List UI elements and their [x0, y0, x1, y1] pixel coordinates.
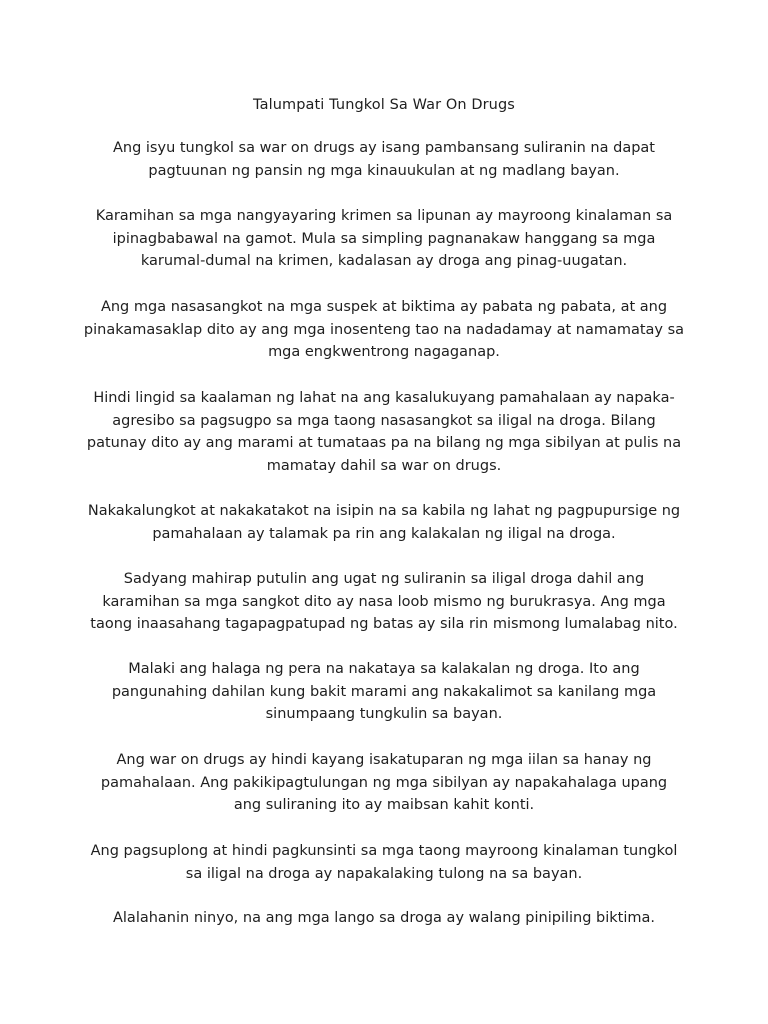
paragraph-line: taong inaasahang tagapagpatupad ng batas ay sila rin mismong lumalabag nito.: [90, 616, 678, 633]
paragraph-10: [0, 907, 768, 930]
paragraph-line: pagtuunan ng pansin ng mga kinauukulan at ng madlang bayan.: [148, 162, 620, 179]
paragraph-line: Ang isyu tungkol sa war on drugs ay isang pambansang suliranin na dapat: [112, 140, 655, 156]
paragraph-line: pinakamasaklap dito ay ang mga inosenteng tao na nadadamay at namamatay sa: [83, 321, 685, 338]
paragraph-line: Nakakalungkot at nakakatakot na isipin na sa kabila ng lahat ng pagpupursige ng: [87, 503, 681, 519]
paragraph-5: [0, 500, 768, 545]
paragraph-line: agresibo sa pagsugpo sa mga taong nasasangkot sa iligal na droga. Bilang: [112, 412, 656, 429]
paragraph-line: pangunahing dahilan kung bakit marami ang nakakalimot sa kanilang mga: [111, 683, 657, 700]
paragraph-1: [0, 137, 768, 182]
paragraph-line: mga engkwentrong nagaganap.: [268, 344, 500, 361]
paragraph-6: [0, 568, 768, 636]
paragraph-line: Hindi lingid sa kaalaman ng lahat na ang kasalukuyang pamahalaan ay napaka-: [93, 390, 675, 406]
paragraph-line: Sadyang mahirap putulin ang ugat ng suliranin sa iligal droga dahil ang: [123, 571, 645, 587]
paragraph-line: ang suliraning ito ay maibsan kahit konti.: [233, 797, 535, 814]
paragraph-line: sa iligal na droga ay napakalaking tulong na sa bayan.: [185, 865, 583, 882]
document-title: Talumpati Tungkol Sa War On Drugs: [253, 97, 515, 113]
paragraph-line: patunay dito ay ang marami at tumataas pa na bilang ng mga sibilyan at pulis na: [86, 435, 682, 452]
paragraph-line: sinumpaang tungkulin sa bayan.: [265, 706, 503, 723]
paragraph-7: [0, 658, 768, 726]
paragraph-line: Ang mga nasasangkot na mga suspek at biktima ay pabata ng pabata, at ang: [100, 299, 668, 315]
paragraph-line: pamahalaan ay talamak pa rin ang kalakalan ng iligal na droga.: [152, 525, 616, 542]
paragraph-8: [0, 749, 768, 817]
paragraph-4: [0, 387, 768, 477]
paragraph-2: [0, 205, 768, 273]
paragraph-line: Karamihan sa mga nangyayaring krimen sa lipunan ay mayroong kinalaman sa: [95, 208, 673, 224]
paragraph-line: Malaki ang halaga ng pera na nakataya sa kalakalan ng droga. Ito ang: [128, 661, 640, 677]
paragraph-9: [0, 840, 768, 885]
paragraph-line: Ang war on drugs ay hindi kayang isakatuparan ng mga iilan sa hanay ng: [116, 752, 652, 768]
paragraph-line: pamahalaan. Ang pakikipagtulungan ng mga sibilyan ay napakahalaga upang: [100, 774, 668, 791]
paragraph-line: Ang pagsuplong at hindi pagkunsinti sa mga taong mayroong kinalaman tungkol: [90, 843, 678, 859]
paragraph-line: karamihan sa mga sangkot dito ay nasa loob mismo ng burukrasya. Ang mga: [102, 593, 666, 610]
paragraph-3: [0, 296, 768, 364]
paragraph-line: mamatay dahil sa war on drugs.: [266, 457, 502, 474]
paragraph-line: Alalahanin ninyo, na ang mga lango sa droga ay walang pinipiling biktima.: [112, 910, 655, 926]
paragraph-line: karumal-dumal na krimen, kadalasan ay droga ang pinag-uugatan.: [140, 253, 628, 270]
paragraph-line: ipinagbabawal na gamot. Mula sa simpling pagnanakaw hanggang sa mga: [112, 230, 656, 247]
